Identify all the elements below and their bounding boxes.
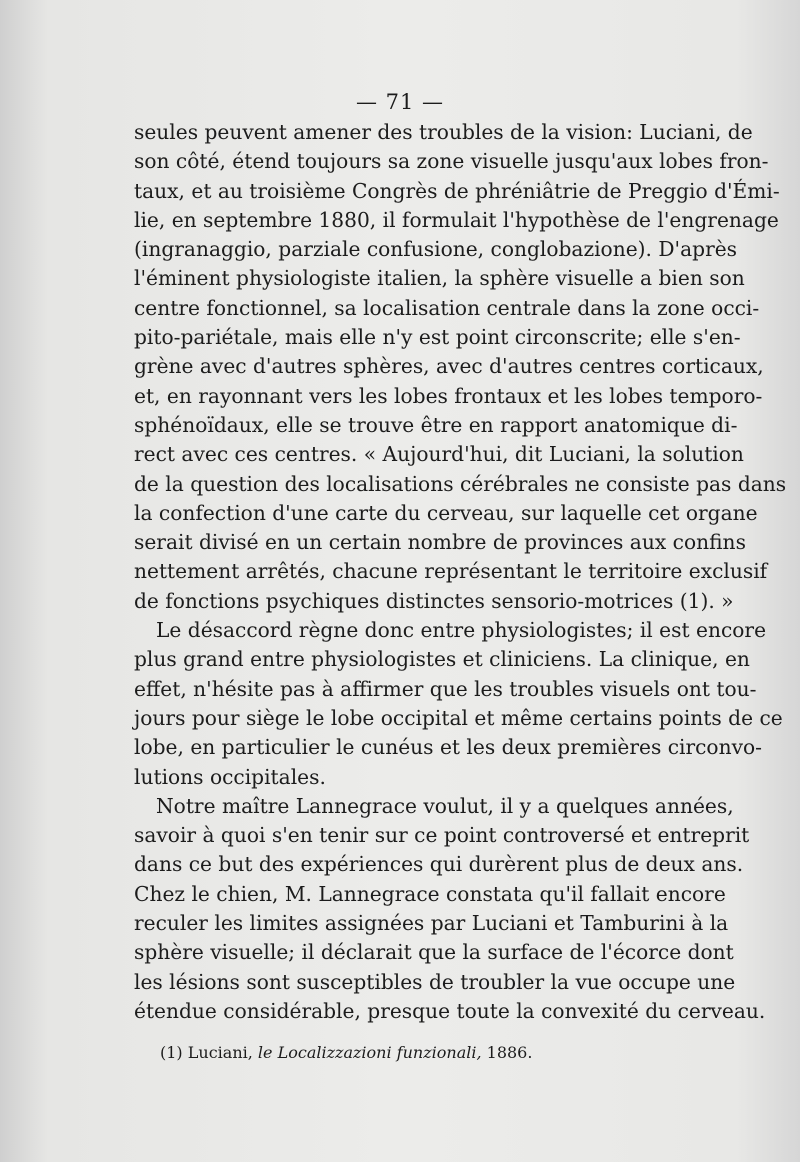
text-line: plus grand entre physiologistes et cliniciens. La clinique, en [134, 647, 750, 672]
page-number: — 71 — [355, 90, 445, 114]
paragraph-1 [134, 118, 787, 616]
footnote-author: Luciani, [187, 1043, 253, 1062]
text-line: la confection d'une carte du cerveau, sur laquelle cet organe [134, 500, 758, 525]
footnote-marker: (1) [160, 1043, 183, 1062]
text-line: dans ce but des expériences qui durèrent plus de deux ans. [134, 852, 744, 877]
text-line: lobe, en particulier le cunéus et les deux premières circonvo- [134, 735, 762, 760]
text-line: de fonctions psychiques distinctes sensorio-motrices (1). » [134, 588, 734, 613]
text-line: et, en rayonnant vers les lobes frontaux et les lobes temporo- [134, 383, 763, 408]
text-line: grène avec d'autres sphères, avec d'autres centres corticaux, [134, 354, 764, 379]
text-line: Notre maître Lannegrace voulut, il y a quelques années, [156, 793, 734, 818]
text-line: nettement arrêtés, chacune représentant le territoire exclusif [134, 559, 768, 584]
text-line: pito-pariétale, mais elle n'y est point circonscrite; elle s'en- [134, 325, 741, 350]
footnote [160, 1043, 532, 1062]
text-line: les lésions sont susceptibles de troubler la vue occupe une [134, 969, 736, 994]
text-line: (ingranaggio, parziale confusione, conglobazione). D'après [134, 237, 738, 262]
text-line: taux, et au troisième Congrès de phréniâtrie de Preggio d'Émi- [134, 178, 780, 203]
text-line: effet, n'hésite pas à affirmer que les troubles visuels ont tou- [134, 676, 757, 701]
text-line: son côté, étend toujours sa zone visuelle jusqu'aux lobes fron- [134, 149, 769, 174]
text-line: serait divisé en un certain nombre de provinces aux confins [134, 530, 746, 555]
text-line: reculer les limites assignées par Luciani et Tamburini à la [134, 911, 729, 936]
text-line: Le désaccord règne donc entre physiologistes; il est encore [156, 618, 767, 643]
paragraph-3 [134, 792, 766, 1026]
footnote-year: 1886. [486, 1043, 533, 1062]
text-line: étendue considérable, presque toute la convexité du cerveau. [134, 998, 766, 1023]
body-text [134, 118, 787, 1026]
text-line: lie, en septembre 1880, il formulait l'hypothèse de l'engrenage [134, 207, 779, 232]
text-line: sphère visuelle; il déclarait que la surface de l'écorce dont [134, 940, 734, 965]
paragraph-2 [134, 616, 783, 792]
text-line: sphénoïdaux, elle se trouve être en rapport anatomique di- [134, 412, 738, 437]
text-line: l'éminent physiologiste italien, la sphère visuelle a bien son [134, 266, 745, 291]
footnote-title: le Localizzazioni funzionali, [257, 1043, 482, 1062]
text-line: Chez le chien, M. Lannegrace constata qu'il fallait encore [134, 881, 726, 906]
text-line: savoir à quoi s'en tenir sur ce point controversé et entreprit [134, 823, 750, 848]
text-line: centre fonctionnel, sa localisation centrale dans la zone occi- [134, 295, 760, 320]
text-line: rect avec ces centres. « Aujourd'hui, dit Luciani, la solution [134, 442, 744, 467]
text-line: seules peuvent amener des troubles de la vision: Luciani, de [134, 120, 753, 144]
text-line: de la question des localisations cérébrales ne consiste pas dans [134, 471, 787, 496]
text-line: lutions occipitales. [134, 764, 326, 789]
text-line: jours pour siège le lobe occipital et même certains points de ce [134, 705, 783, 730]
